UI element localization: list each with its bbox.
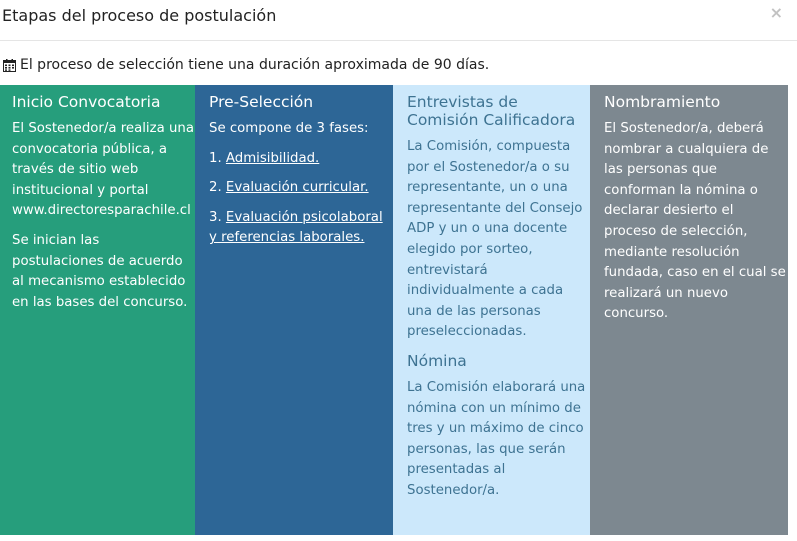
close-button[interactable]: × (769, 3, 783, 22)
stage-nombramiento (590, 85, 788, 535)
stage-title: Entrevistas de Comisión Calificadora (407, 93, 576, 129)
phase-number: 2. (209, 180, 222, 196)
stage-description (12, 119, 195, 222)
phase-item (209, 208, 393, 249)
stage-description: La Comisión elaborará una nómina con un mínimo de tres y un máximo de cinco personas, las que serán presentadas al Sostenedor/a. (407, 379, 586, 498)
phase-number: 1. (209, 150, 222, 166)
stage-intro: Se compone de 3 fases: (209, 121, 369, 136)
phase-link-evaluacion-psicolaboral[interactable]: Evaluación psicolaboral y referencias laborales. (209, 209, 383, 246)
phase-link-evaluacion-curricular[interactable]: Evaluación curricular. (225, 180, 369, 196)
stage-entrevistas (393, 85, 590, 535)
stage-subtitle-nomina: Nómina (407, 351, 467, 370)
stage-description: El Sostenedor/a, deberá nombrar a cualquiera de las personas que conforman la nómina o declarar desierto el proceso de selección, mediante resolución fundada, caso en el cual se realizará un nuevo concurso. (604, 121, 786, 322)
portal-url: www.directoresparachile.cl (12, 203, 191, 219)
phase-item (209, 178, 393, 199)
stage-description: Se inician las postulaciones de acuerdo al mecanismo establecido en las bases del concurso. (12, 232, 188, 310)
phase-link-admisibilidad[interactable]: Admisibilidad. (225, 150, 320, 166)
stage-title: Nombramiento (604, 93, 721, 111)
stage-title: Inicio Convocatoria (12, 93, 161, 111)
phase-number: 3. (209, 209, 222, 225)
stages-row (0, 85, 788, 535)
duration-notice (3, 57, 489, 73)
stage-description-text: El Sostenedor/a realiza una convocatoria pública, a través de sitio web institucional y portal (12, 121, 194, 198)
stage-title: Pre-Selección (209, 93, 314, 111)
stage-description: La Comisión, compuesta por el Sostenedor/a o su representante, un o una representante del Consejo ADP y un o una docente elegido por sorteo, entrevistará individualmente a cada una de las personas preseleccionadas. (407, 139, 583, 340)
calendar-icon (3, 59, 16, 72)
stage-inicio-convocatoria (0, 85, 195, 535)
modal-header (0, 0, 797, 41)
phase-item (209, 149, 393, 170)
stage-pre-seleccion (195, 85, 393, 535)
modal-title: Etapas del proceso de postulación (2, 6, 277, 25)
duration-text: El proceso de selección tiene una duración aproximada de 90 días. (20, 57, 490, 73)
